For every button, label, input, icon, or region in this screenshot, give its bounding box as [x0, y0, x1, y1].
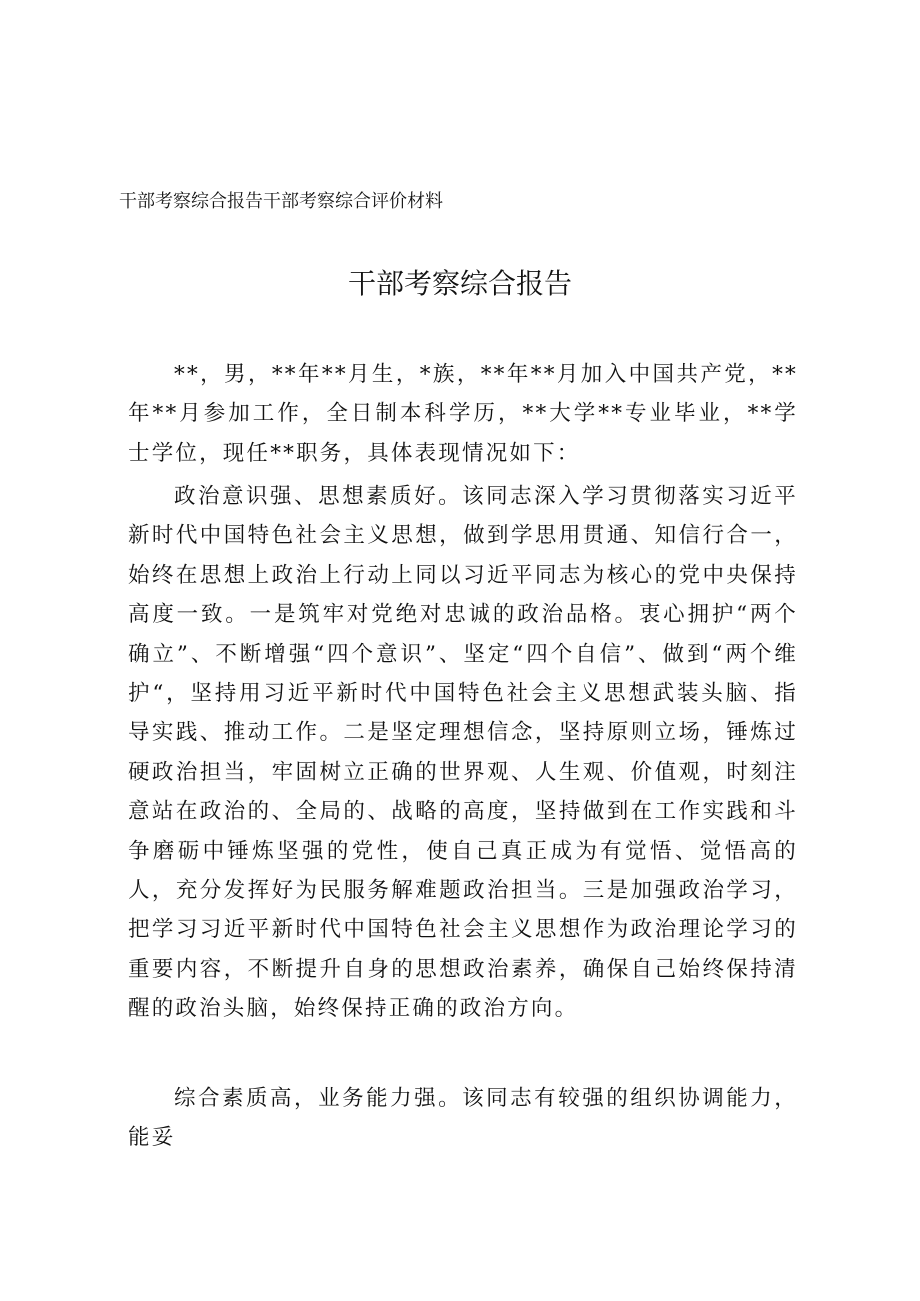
paragraph-basic-info: **，男，**年**月生，*族，**年**月加入中国共产党，**年**月参加工作，全日制本科学历，**大学**专业毕业，**学士学位，现任**职务，具体表现情况如下：: [128, 362, 798, 466]
document-title: 干部考察综合报告: [347, 267, 572, 300]
paragraph-political-awareness: 政治意识强、思想素质好。该同志深入学习贯彻落实习近平新时代中国特色社会主义思想，做到学思用贯通、知信行合一，始终在思想上政治上行动上同以习近平同志为核心的党中央保持高度一致。一是筑牢对党绝对忠诚的政治品格。衷心拥护“两个确立”、不断增强“四个意识”、坚定“四个自信”、做到“两个维护“，坚持用习近平新时代中国特色社会主义思想武装头脑、指导实践、推动工作。二是坚定理想信念，坚持原则立场，锤炼过硬政治担当，牢固树立正确的世界观、人生观、价值观，时刻注意站在政治的、全局的、战略的高度，坚持做到在工作实践和斗争磨砺中锤炼坚强的党性，使自己真正成为有觉悟、觉悟高的人，充分发挥好为民服务解难题政治担当。三是加强政治学习，把学习习近平新时代中国特色社会主义思想作为政治理论学习的重要内容，不断提升自身的思想政治素养，确保自己始终保持清醒的政治头脑，始终保持正确的政治方向。: [128, 484, 798, 1022]
paragraph-overall-quality: 综合素质高，业务能力强。该同志有较强的组织协调能力，能妥: [128, 1086, 798, 1151]
document-header: 干部考察综合报告干部考察综合评价材料: [119, 191, 443, 212]
